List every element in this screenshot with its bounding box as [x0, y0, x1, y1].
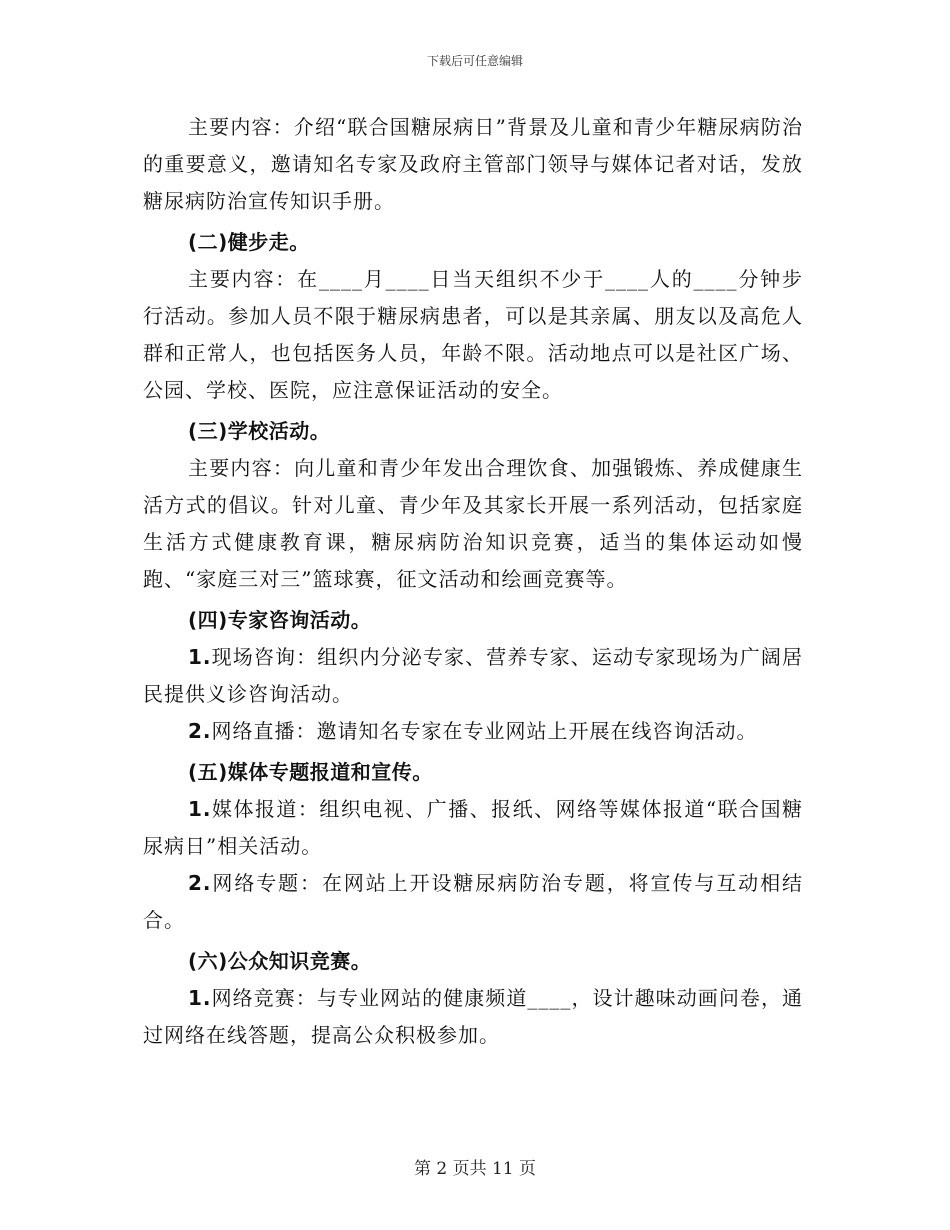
page-footer: 第 2 页共 11 页: [413, 1159, 537, 1179]
list-item-text: 网络竞赛：与专业网站的健康频道____，设计趣味动画问卷，通过网络在线答题，提高公众积极参加。: [143, 986, 803, 1047]
list-item-web-feature: [143, 865, 803, 939]
paragraph-school: 主要内容：向儿童和青少年发出合理饮食、加强锻炼、养成健康生活方式的倡议。针对儿童、青少年及其家长开展一系列活动，包括家庭生活方式健康教育课，糖尿病防治知识竞赛，适当的集体运动如慢跑、“家庭三对三”篮球赛，征文活动和绘画竞赛等。: [143, 456, 803, 591]
list-number: 2.: [188, 871, 212, 895]
list-item-text: 现场咨询：组织内分泌专家、营养专家、运动专家现场为广阔居民提供义诊咨询活动。: [143, 645, 803, 706]
section-heading-3: (三)学校活动。: [188, 419, 331, 443]
list-item-text: 网络直播：邀请知名专家在专业网站上开展在线咨询活动。: [211, 719, 758, 743]
paragraph-walking: 主要内容：在____月____日当天组织不少于____人的____分钟步行活动。参加人员不限于糖尿病患者，可以是其亲属、朋友以及高危人群和正常人，也包括医务人员，年龄不限。活动地点可以是社区广场、公园、学校、医院，应注意保证活动的安全。: [143, 267, 803, 402]
list-item-live-stream: [143, 713, 803, 750]
list-item-online-contest: [143, 980, 803, 1054]
section-heading-4: (四)专家咨询活动。: [188, 608, 372, 632]
list-item-media-report: [143, 791, 803, 865]
list-item-text: 网络专题：在网站上开设糖尿病防治专题，将宣传与互动相结合。: [143, 871, 803, 932]
list-number: 1.: [188, 797, 212, 821]
document-body: [143, 109, 803, 1054]
page-header: 下载后可任意编辑: [426, 54, 523, 68]
section-heading-5: (五)媒体专题报道和宣传。: [188, 760, 433, 784]
list-item-text: 媒体报道：组织电视、广播、报纸、网络等媒体报道“联合国糖尿病日”相关活动。: [143, 797, 803, 858]
list-number: 1.: [188, 645, 212, 669]
list-number: 1.: [188, 986, 212, 1010]
list-number: 2.: [188, 719, 212, 743]
paragraph-intro: 主要内容：介绍“联合国糖尿病日”背景及儿童和青少年糖尿病防治的重要意义，邀请知名专家及政府主管部门领导与媒体记者对话，发放糖尿病防治宣传知识手册。: [143, 115, 803, 213]
list-item-onsite-consult: [143, 639, 803, 713]
section-heading-6: (六)公众知识竞赛。: [188, 949, 372, 973]
section-heading-2: (二)健步走。: [188, 230, 310, 254]
